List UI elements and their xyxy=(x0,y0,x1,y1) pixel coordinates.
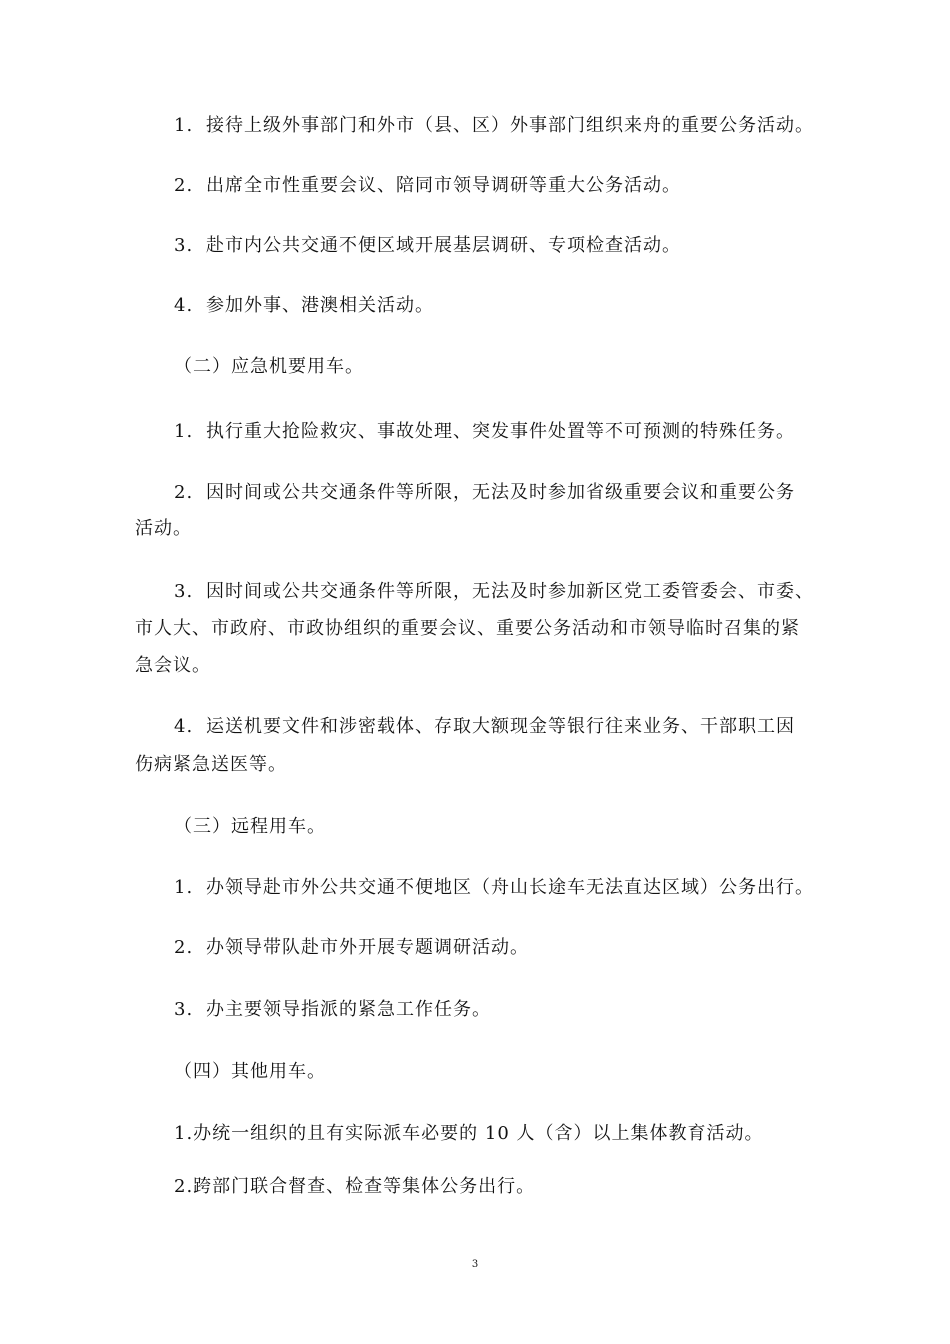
section-heading: （二）应急机要用车。 xyxy=(174,356,364,377)
list-item: 1.办统一组织的且有实际派车必要的 10 人（含）以上集体教育活动。 xyxy=(174,1123,764,1144)
list-item: 1. 执行重大抢险救灾、事故处理、突发事件处置等不可预测的特殊任务。 xyxy=(174,421,795,442)
page-number: 3 xyxy=(471,1259,479,1270)
list-item: 4. 运送机要文件和涉密载体、存取大额现金等银行往来业务、干部职工因 xyxy=(174,716,795,737)
list-item: 2. 因时间或公共交通条件等所限，无法及时参加省级重要会议和重要公务 xyxy=(174,482,795,503)
section-heading: （三）远程用车。 xyxy=(174,816,326,837)
list-item: 2.跨部门联合督查、检查等集体公务出行。 xyxy=(174,1176,536,1197)
list-item: 2. 办领导带队赴市外开展专题调研活动。 xyxy=(174,937,529,958)
list-item-continuation: 急会议。 xyxy=(135,655,211,676)
list-item-continuation: 活动。 xyxy=(135,518,192,539)
list-item: 3. 赴市内公共交通不便区域开展基层调研、专项检查活动。 xyxy=(174,235,681,256)
list-item: 1. 接待上级外事部门和外市（县、区）外事部门组织来舟的重要公务活动。 xyxy=(174,115,814,136)
list-item: 3. 因时间或公共交通条件等所限，无法及时参加新区党工委管委会、市委、 xyxy=(174,581,814,602)
list-item: 2. 出席全市性重要会议、陪同市领导调研等重大公务活动。 xyxy=(174,175,681,196)
list-item-continuation: 伤病紧急送医等。 xyxy=(135,754,287,775)
list-item: 4. 参加外事、港澳相关活动。 xyxy=(174,295,434,316)
list-item: 1. 办领导赴市外公共交通不便地区（舟山长途车无法直达区域）公务出行。 xyxy=(174,877,814,898)
list-item-continuation: 市人大、市政府、市政协组织的重要会议、重要公务活动和市领导临时召集的紧 xyxy=(135,618,800,639)
list-item: 3. 办主要领导指派的紧急工作任务。 xyxy=(174,999,491,1020)
section-heading: （四）其他用车。 xyxy=(174,1061,326,1082)
